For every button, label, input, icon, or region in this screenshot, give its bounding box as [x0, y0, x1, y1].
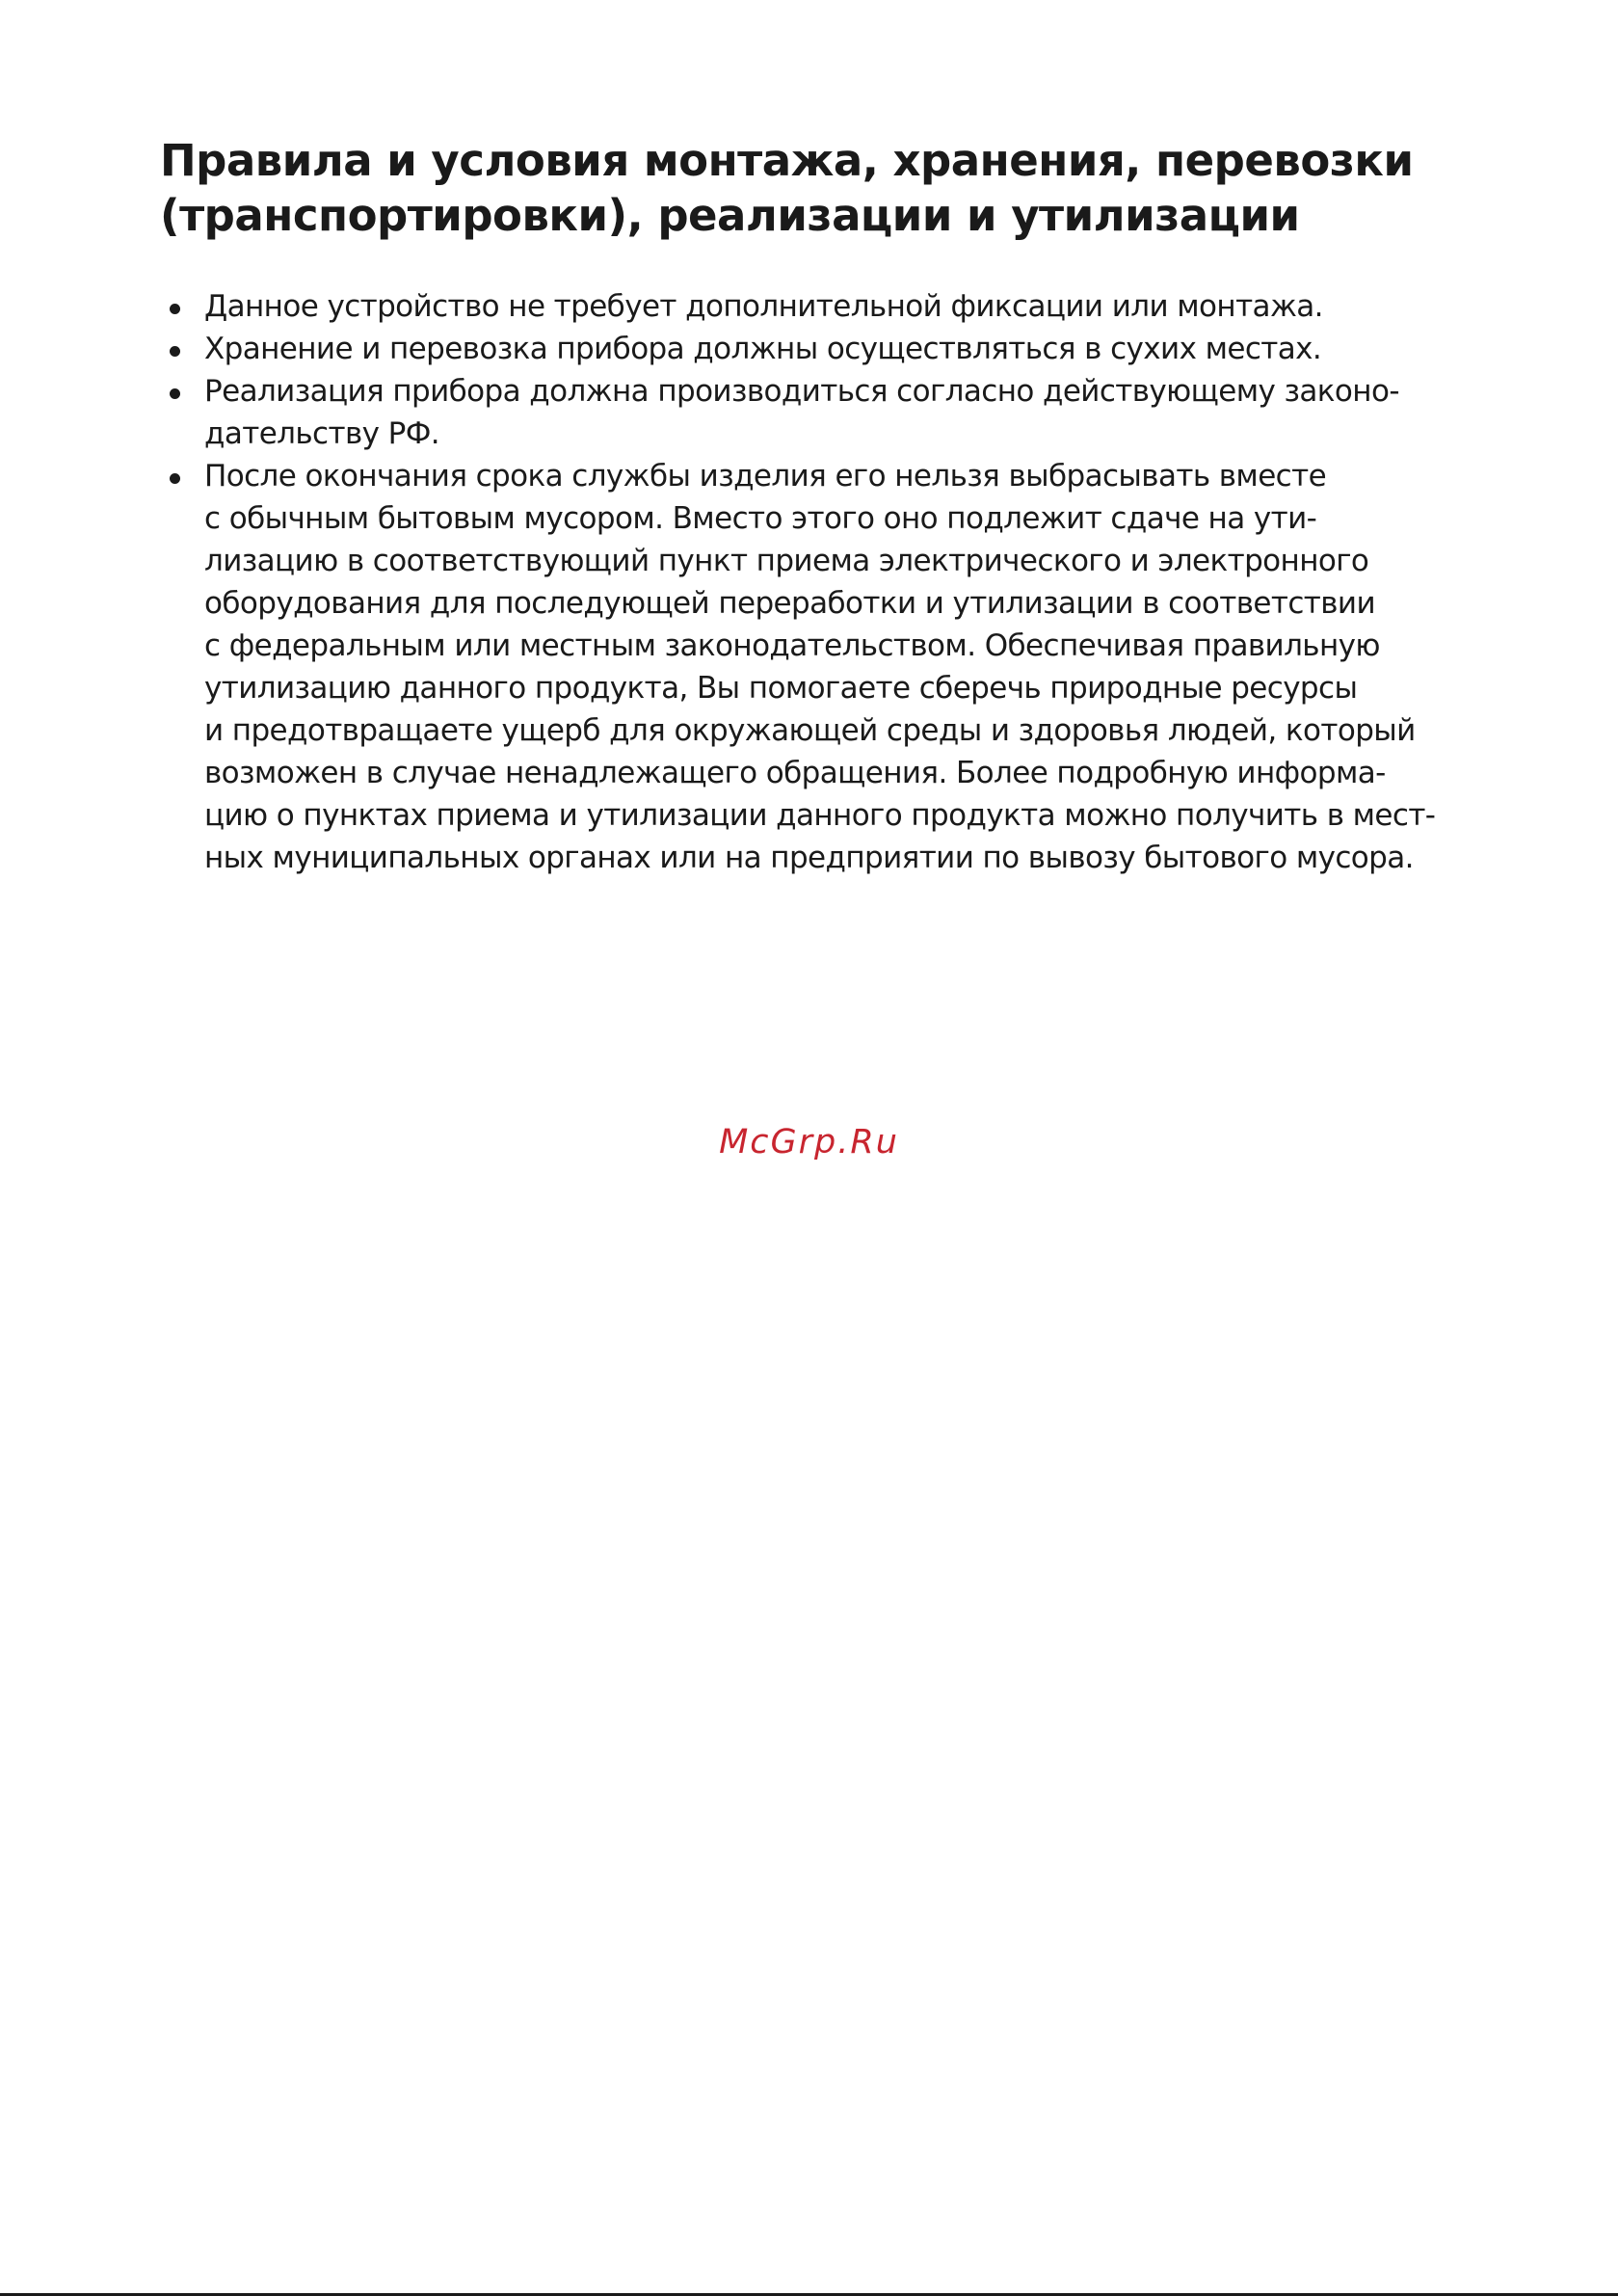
- list-item: [160, 285, 1490, 328]
- list-item-line: с обычным бытовым мусором. Вместо этого оно подлежит сдаче на ути-: [204, 501, 1317, 536]
- list-item-line: и предотвращаете ущерб для окружающей среды и здоровья людей, который: [204, 713, 1416, 748]
- page-title: [160, 133, 1451, 243]
- bullet-icon: [170, 346, 180, 357]
- list-item: [160, 370, 1490, 455]
- list-item-line: с федеральным или местным законодательством. Обеспечивая правильную: [204, 628, 1380, 663]
- list-item-line: дательству РФ.: [204, 416, 440, 451]
- list-item: [160, 455, 1490, 879]
- list-item-line: Хранение и перевозка прибора должны осуществляться в сухих местах.: [204, 332, 1322, 366]
- list-item-line: оборудования для последующей переработки и утилизации в соответствии: [204, 586, 1376, 621]
- page-title-line: Правила и условия монтажа, хранения, перевозки: [160, 135, 1414, 186]
- list-item-line: лизацию в соответствующий пункт приема электрического и электронного: [204, 544, 1369, 578]
- rules-list: [160, 285, 1490, 879]
- list-item-line: ных муниципальных органах или на предприятии по вывозу бытового мусора.: [204, 841, 1414, 875]
- list-item-line: возможен в случае ненадлежащего обращения. Более подробную информа-: [204, 756, 1386, 790]
- watermark-text: McGrp.Ru: [719, 1123, 899, 1161]
- page-title-line: (транспортировки), реализации и утилизации: [160, 190, 1300, 241]
- bullet-icon: [170, 473, 180, 484]
- list-item-line: цию о пунктах приема и утилизации данного продукта можно получить в мест-: [204, 798, 1436, 833]
- bullet-icon: [170, 388, 180, 399]
- bullet-icon: [170, 304, 180, 314]
- list-item-line: После окончания срока службы изделия его нельзя выбрасывать вместе: [204, 459, 1327, 494]
- list-item-line: Данное устройство не требует дополнительной фиксации или монтажа.: [204, 289, 1323, 324]
- list-item-line: утилизацию данного продукта, Вы помогаете сберечь природные ресурсы: [204, 671, 1358, 706]
- list-item: [160, 328, 1490, 370]
- list-item-line: Реализация прибора должна производиться согласно действующему законо-: [204, 374, 1399, 409]
